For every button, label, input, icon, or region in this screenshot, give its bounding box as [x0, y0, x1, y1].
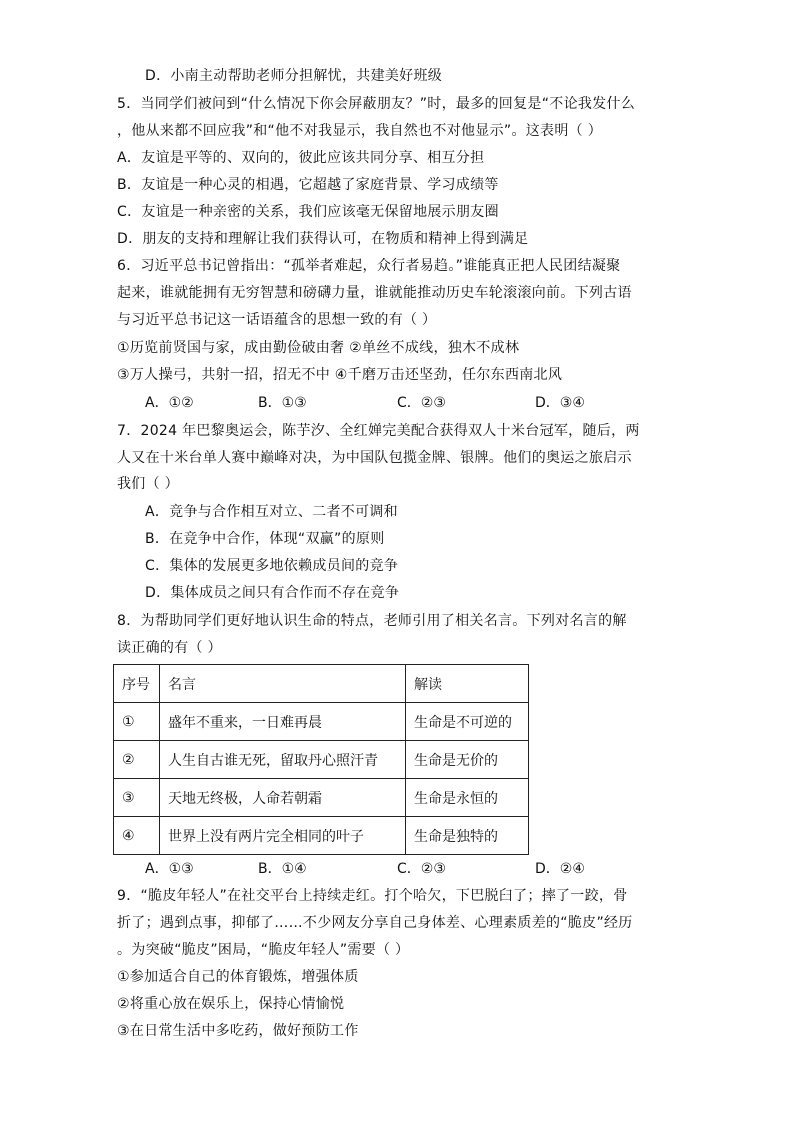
cell-quote: 盛年不重来，一日难再晨 [160, 703, 406, 741]
q4-option-d: D．小南主动帮助老师分担解忧，共建美好班级 [145, 68, 443, 84]
table-row [114, 741, 529, 779]
q6-items-line2: ③万人操弓，共射一招，招无不中 ④千磨万击还坚劲，任尔东西南北风 [117, 367, 563, 383]
q5-option-c: C．友谊是一种亲密的关系，我们应该毫无保留地展示朋友圈 [117, 204, 499, 220]
q7-stem-line3: 我们（ ） [117, 476, 179, 492]
cell-index: ② [114, 741, 160, 779]
q7-option-b: B．在竞争中合作，体现“双赢”的原则 [145, 531, 385, 547]
q9-item-1: ①参加适合自己的体育锻炼，增强体质 [117, 969, 359, 985]
cell-index: ① [114, 703, 160, 741]
q8-stem-line1: 8．为帮助同学们更好地认识生命的特点，老师引用了相关名言。下列对名言的解 [117, 613, 627, 629]
q6-option-b: B．①③ [258, 395, 307, 411]
cell-interpretation: 生命是无价的 [406, 741, 529, 779]
q9-stem-line1: 9．“脆皮年轻人”在社交平台上持续走红。打个哈欠，下巴脱臼了；摔了一跤，骨 [117, 888, 628, 904]
q9-stem-line2: 折了；遇到点事，抑郁了……不少网友分享自己身体差、心理素质差的“脆皮”经历 [117, 915, 633, 931]
table-row [114, 817, 529, 855]
table-header-row [114, 665, 529, 703]
q5-option-b: B．友谊是一种心灵的相遇，它超越了家庭背景、学习成绩等 [117, 177, 499, 193]
q6-stem-line3: 与习近平总书记这一话语蕴含的思想一致的有（ ） [117, 312, 437, 328]
q8-stem-line2: 读正确的有（ ） [117, 640, 222, 656]
cell-quote: 世界上没有两片完全相同的叶子 [160, 817, 406, 855]
q6-stem-line2: 起来，谁就能拥有无穷智慧和磅礴力量，谁就能推动历史车轮滚滚向前。下列古语 [117, 285, 632, 301]
quote-table [113, 664, 529, 855]
q8-option-a: A．①③ [145, 861, 194, 877]
cell-quote: 人生自古谁无死，留取丹心照汗青 [160, 741, 406, 779]
q8-option-d: D．②④ [535, 861, 585, 877]
cell-interpretation: 生命是永恒的 [406, 779, 529, 817]
header-cell-interpretation: 解读 [406, 665, 529, 703]
q6-stem-line1: 6．习近平总书记曾指出：“孤举者难起，众行者易趋。”谁能真正把人民团结凝聚 [117, 258, 621, 274]
cell-quote: 天地无终极，人命若朝霜 [160, 779, 406, 817]
table-row [114, 779, 529, 817]
q5-option-d: D．朋友的支持和理解让我们获得认可，在物质和精神上得到满足 [117, 231, 529, 247]
q7-option-d: D．集体成员之间只有合作而不存在竞争 [145, 585, 400, 601]
q7-option-c: C．集体的发展更多地依赖成员间的竞争 [145, 558, 399, 574]
q6-option-a: A．①② [145, 395, 194, 411]
q6-option-c: C．②③ [397, 395, 446, 411]
q8-option-b: B．①④ [258, 861, 307, 877]
q6-items-line1: ①历览前贤国与家，成由勤俭破由奢 ②单丝不成线，独木不成林 [117, 340, 520, 356]
q7-stem-line1: 7．2024 年巴黎奥运会，陈芋汐、全红婵完美配合获得双人十米台冠军，随后，两 [117, 423, 640, 439]
q8-option-c: C．②③ [397, 861, 446, 877]
header-cell-quote: 名言 [160, 665, 406, 703]
q9-stem-line3: 。为突破“脆皮”困局，“脆皮年轻人”需要（ ） [117, 942, 410, 958]
header-cell-index: 序号 [114, 665, 160, 703]
cell-index: ④ [114, 817, 160, 855]
q9-item-3: ③在日常生活中多吃药，做好预防工作 [117, 1023, 359, 1039]
q5-stem-line1: 5．当同学们被问到“什么情况下你会屏蔽朋友？”时，最多的回复是“不论我发什么 [117, 96, 636, 112]
cell-interpretation: 生命是不可逆的 [406, 703, 529, 741]
q7-option-a: A．竞争与合作相互对立、二者不可调和 [145, 504, 398, 520]
q9-item-2: ②将重心放在娱乐上，保持心情愉悦 [117, 996, 345, 1012]
cell-interpretation: 生命是独特的 [406, 817, 529, 855]
q5-stem-line2: ，他从来都不回应我”和“他不对我显示，我自然也不对他显示”。这表明（ ） [117, 123, 603, 139]
q5-option-a: A．友谊是平等的、双向的，彼此应该共同分享、相互分担 [117, 150, 485, 166]
cell-index: ③ [114, 779, 160, 817]
table-row [114, 703, 529, 741]
q6-option-d: D．③④ [535, 395, 585, 411]
q7-stem-line2: 人又在十米台单人赛中巅峰对决，为中国队包揽金牌、银牌。他们的奥运之旅启示 [117, 450, 632, 466]
